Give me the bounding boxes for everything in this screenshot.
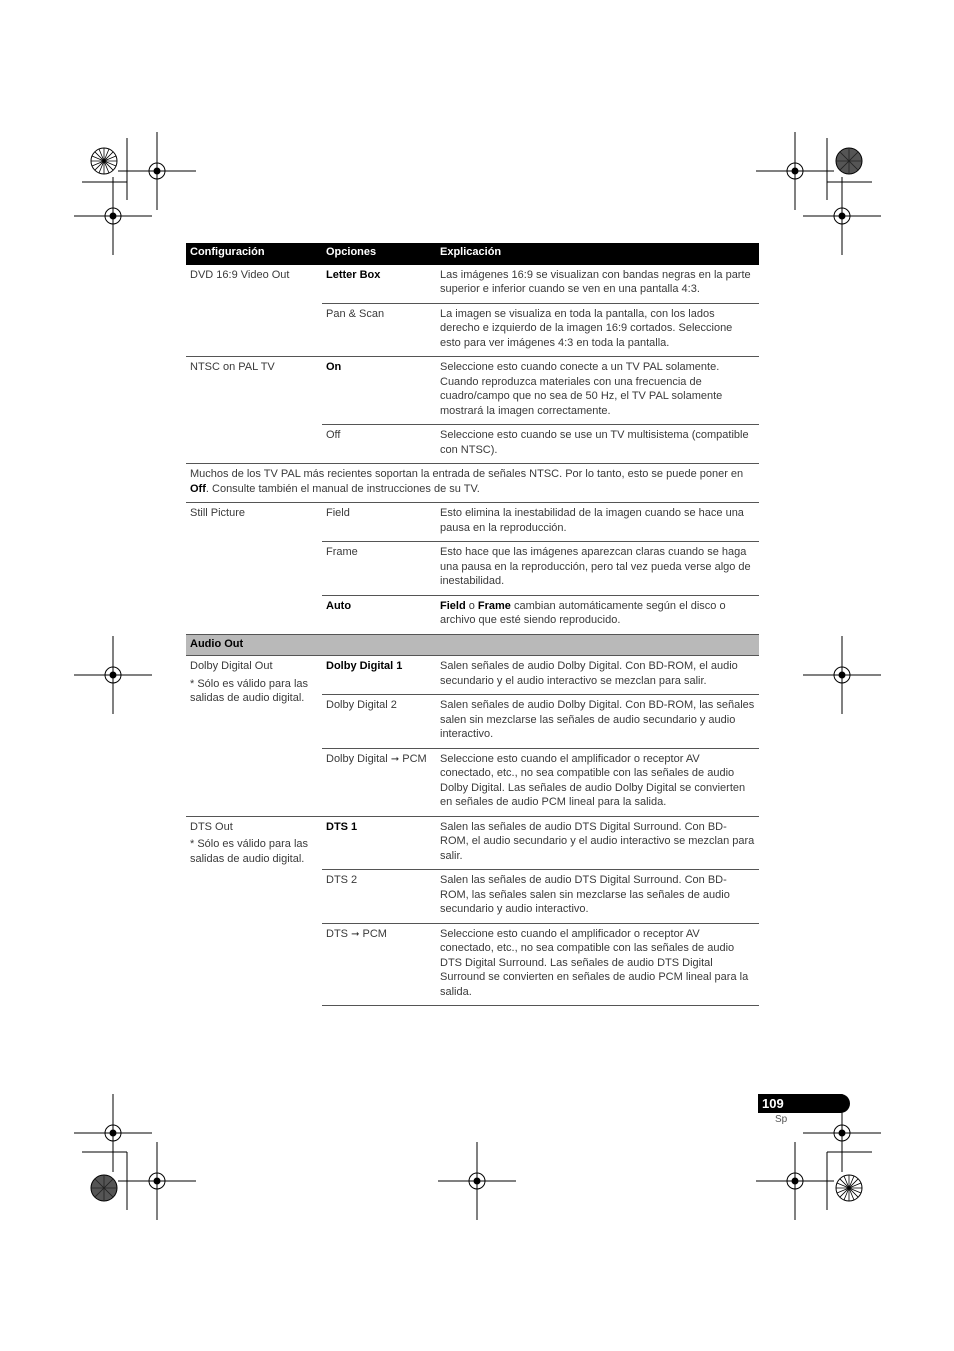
explanation-auto <box>436 595 759 634</box>
arrow-right-icon: ➞ <box>390 753 400 765</box>
explanation-dolby-digital-2: Salen señales de audio Dolby Digital. Con BD-ROM, las señales salen sin mezclarse las señales de audio secundario y audio interactivo. <box>436 695 759 749</box>
note-text: . Consulte también el manual de instrucciones de su TV. <box>205 482 480 495</box>
text: PCM <box>399 752 427 765</box>
language-code: Sp <box>775 1114 788 1125</box>
bold-field: Field <box>440 599 466 612</box>
settings-table <box>186 243 759 1006</box>
table-row <box>186 357 759 425</box>
option-dolby-digital-1: Dolby Digital 1 <box>322 656 436 695</box>
explanation-pan-scan: La imagen se visualiza en toda la pantalla, con los lados derecho e izquierdo de la imagen 16:9 cortados. Seleccione esto para ver imágenes 4:3 en toda la pantalla. <box>436 303 759 357</box>
setting-dts-out <box>186 816 322 1006</box>
setting-ntsc-on-pal: NTSC on PAL TV <box>186 357 322 464</box>
explanation-letter-box: Las imágenes 16:9 se visualizan con bandas negras en la parte superior e inferior cuando se ven en una pantalla 4:3. <box>440 268 751 295</box>
explanation-dolby-digital-pcm: Seleccione esto cuando el amplificador o receptor AV conectado, etc., no sea compatible con las señales de audio Dolby Digital. Las señales de audio Dolby Digital se convierten en señales de audio PCM lineal para la salida. <box>436 748 759 816</box>
option-dolby-digital-pcm <box>322 748 436 816</box>
column-header-options: Opciones <box>322 243 436 265</box>
table-row <box>186 464 759 503</box>
setting-note: * Sólo es válido para las salidas de audio digital. <box>190 838 309 865</box>
text: o <box>465 599 478 612</box>
page-number-badge <box>758 1094 850 1113</box>
option-off: Off <box>322 425 436 464</box>
text: cambian automáticamente según el disco o archivo que esté siendo reproducido. <box>440 599 726 626</box>
option-letter-box: Letter Box <box>326 268 381 281</box>
table-row <box>186 656 759 695</box>
explanation-frame: Esto hace que las imágenes aparezcan claras cuando se haga una pausa en la reproducción, pero tal vez pueda verse algo de inestabilidad. <box>436 542 759 596</box>
table-header-row <box>186 243 759 265</box>
explanation-field: Esto elimina la inestabilidad de la imagen cuando se hace una pausa en la reproducción. <box>436 503 759 542</box>
explanation-dts-pcm: Seleccione esto cuando el amplificador o receptor AV conectado, etc., no sea compatible con las señales de audio DTS Digital Surround. Las señales de audio DTS Digital Surround se convierten en señales de audio PCM lineal para la salida. <box>436 923 759 1006</box>
text: DTS <box>326 927 352 940</box>
option-dts-1: DTS 1 <box>322 816 436 870</box>
option-pan-scan: Pan & Scan <box>322 303 436 357</box>
setting-label: DTS Out <box>190 820 233 833</box>
table-row <box>186 265 759 304</box>
setting-dolby-digital-out <box>186 656 322 817</box>
explanation-dolby-digital-1: Salen señales de audio Dolby Digital. Con BD-ROM, el audio secundario y el audio interactivo se mezclan para salir. <box>436 656 759 695</box>
arrow-right-icon: ➞ <box>351 928 360 940</box>
option-on: On <box>322 357 436 425</box>
table-row <box>186 816 759 870</box>
option-dts-pcm <box>322 923 436 1006</box>
option-auto: Auto <box>322 595 436 634</box>
table-row <box>186 503 759 542</box>
page-number: 109 <box>762 1096 784 1111</box>
option-dts-2: DTS 2 <box>322 870 436 924</box>
note-text: Muchos de los TV PAL más recientes soportan la entrada de señales NTSC. Por lo tanto, esto se puede poner en <box>190 468 744 480</box>
note-bold-off: Off <box>190 482 206 495</box>
section-header-audio-out <box>186 634 759 656</box>
section-title: Audio Out <box>186 634 759 656</box>
text: Dolby Digital <box>326 752 391 765</box>
bold-frame: Frame <box>477 599 511 612</box>
setting-label: Dolby Digital Out <box>190 660 273 672</box>
column-header-explanation: Explicación <box>436 243 759 265</box>
option-dolby-digital-2: Dolby Digital 2 <box>322 695 436 749</box>
option-frame: Frame <box>322 542 436 596</box>
explanation-on: Seleccione esto cuando conecte a un TV PAL solamente. Cuando reproduzca materiales con una frecuencia de cuadro/campo que no sea de 50 Hz, el TV PAL solamente mostrará la imagen correctamente. <box>436 357 759 425</box>
text: PCM <box>359 927 387 940</box>
setting-note: * Sólo es válido para las salidas de audio digital. <box>190 677 309 704</box>
option-field: Field <box>322 503 436 542</box>
explanation-dts-1: Salen las señales de audio DTS Digital Surround. Con BD-ROM, el audio secundario y el audio interactivo se mezclan para salir. <box>436 816 759 870</box>
ntsc-note <box>186 464 759 503</box>
setting-dvd-video-out: DVD 16:9 Video Out <box>190 268 290 281</box>
explanation-off: Seleccione esto cuando se use un TV multisistema (compatible con NTSC). <box>436 425 759 464</box>
column-header-config: Configuración <box>186 243 322 265</box>
setting-still-picture: Still Picture <box>186 503 322 635</box>
explanation-dts-2: Salen las señales de audio DTS Digital Surround. Con BD-ROM, las señales salen sin mezclarse las señales de audio secundario y audio interactivo. <box>436 870 759 924</box>
